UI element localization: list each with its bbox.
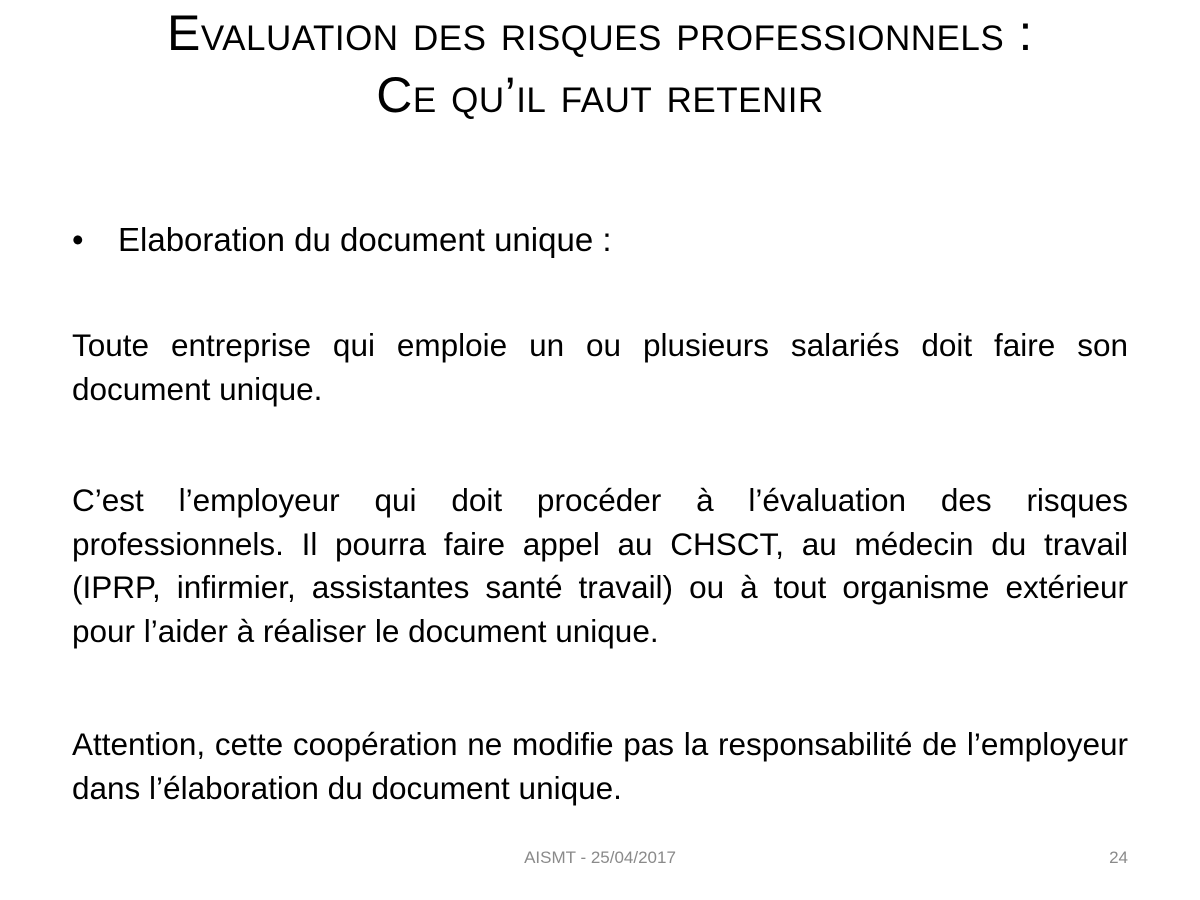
bullet-item	[72, 218, 612, 262]
bullet-text: Elaboration du document unique :	[118, 221, 612, 258]
paragraph-employer-role: C’est l’employeur qui doit procéder à l’évaluation des risques professionnels. Il pourra faire appel au CHSCT, au médecin du travail (IPRP, infirmier, assistantes santé travail) ou à tout organisme extérieur pour l’aider à réaliser le document unique.	[72, 482, 1128, 649]
slide-title	[40, 2, 1160, 126]
paragraph-attention: Attention, cette coopération ne modifie pas la responsabilité de l’employeur dans l’élaboration du document unique.	[72, 726, 1128, 806]
page-number: 24	[1109, 848, 1128, 867]
slide-title-line-2: Ce qu’il faut retenir	[376, 67, 824, 123]
bullet-icon: •	[72, 221, 84, 258]
paragraph-obligation: Toute entreprise qui emploie un ou plusieurs salariés doit faire son document unique.	[72, 327, 1128, 407]
slide-title-line-1: Evaluation des risques professionnels :	[167, 5, 1033, 61]
slide-footer: AISMT - 25/04/2017	[524, 848, 676, 867]
